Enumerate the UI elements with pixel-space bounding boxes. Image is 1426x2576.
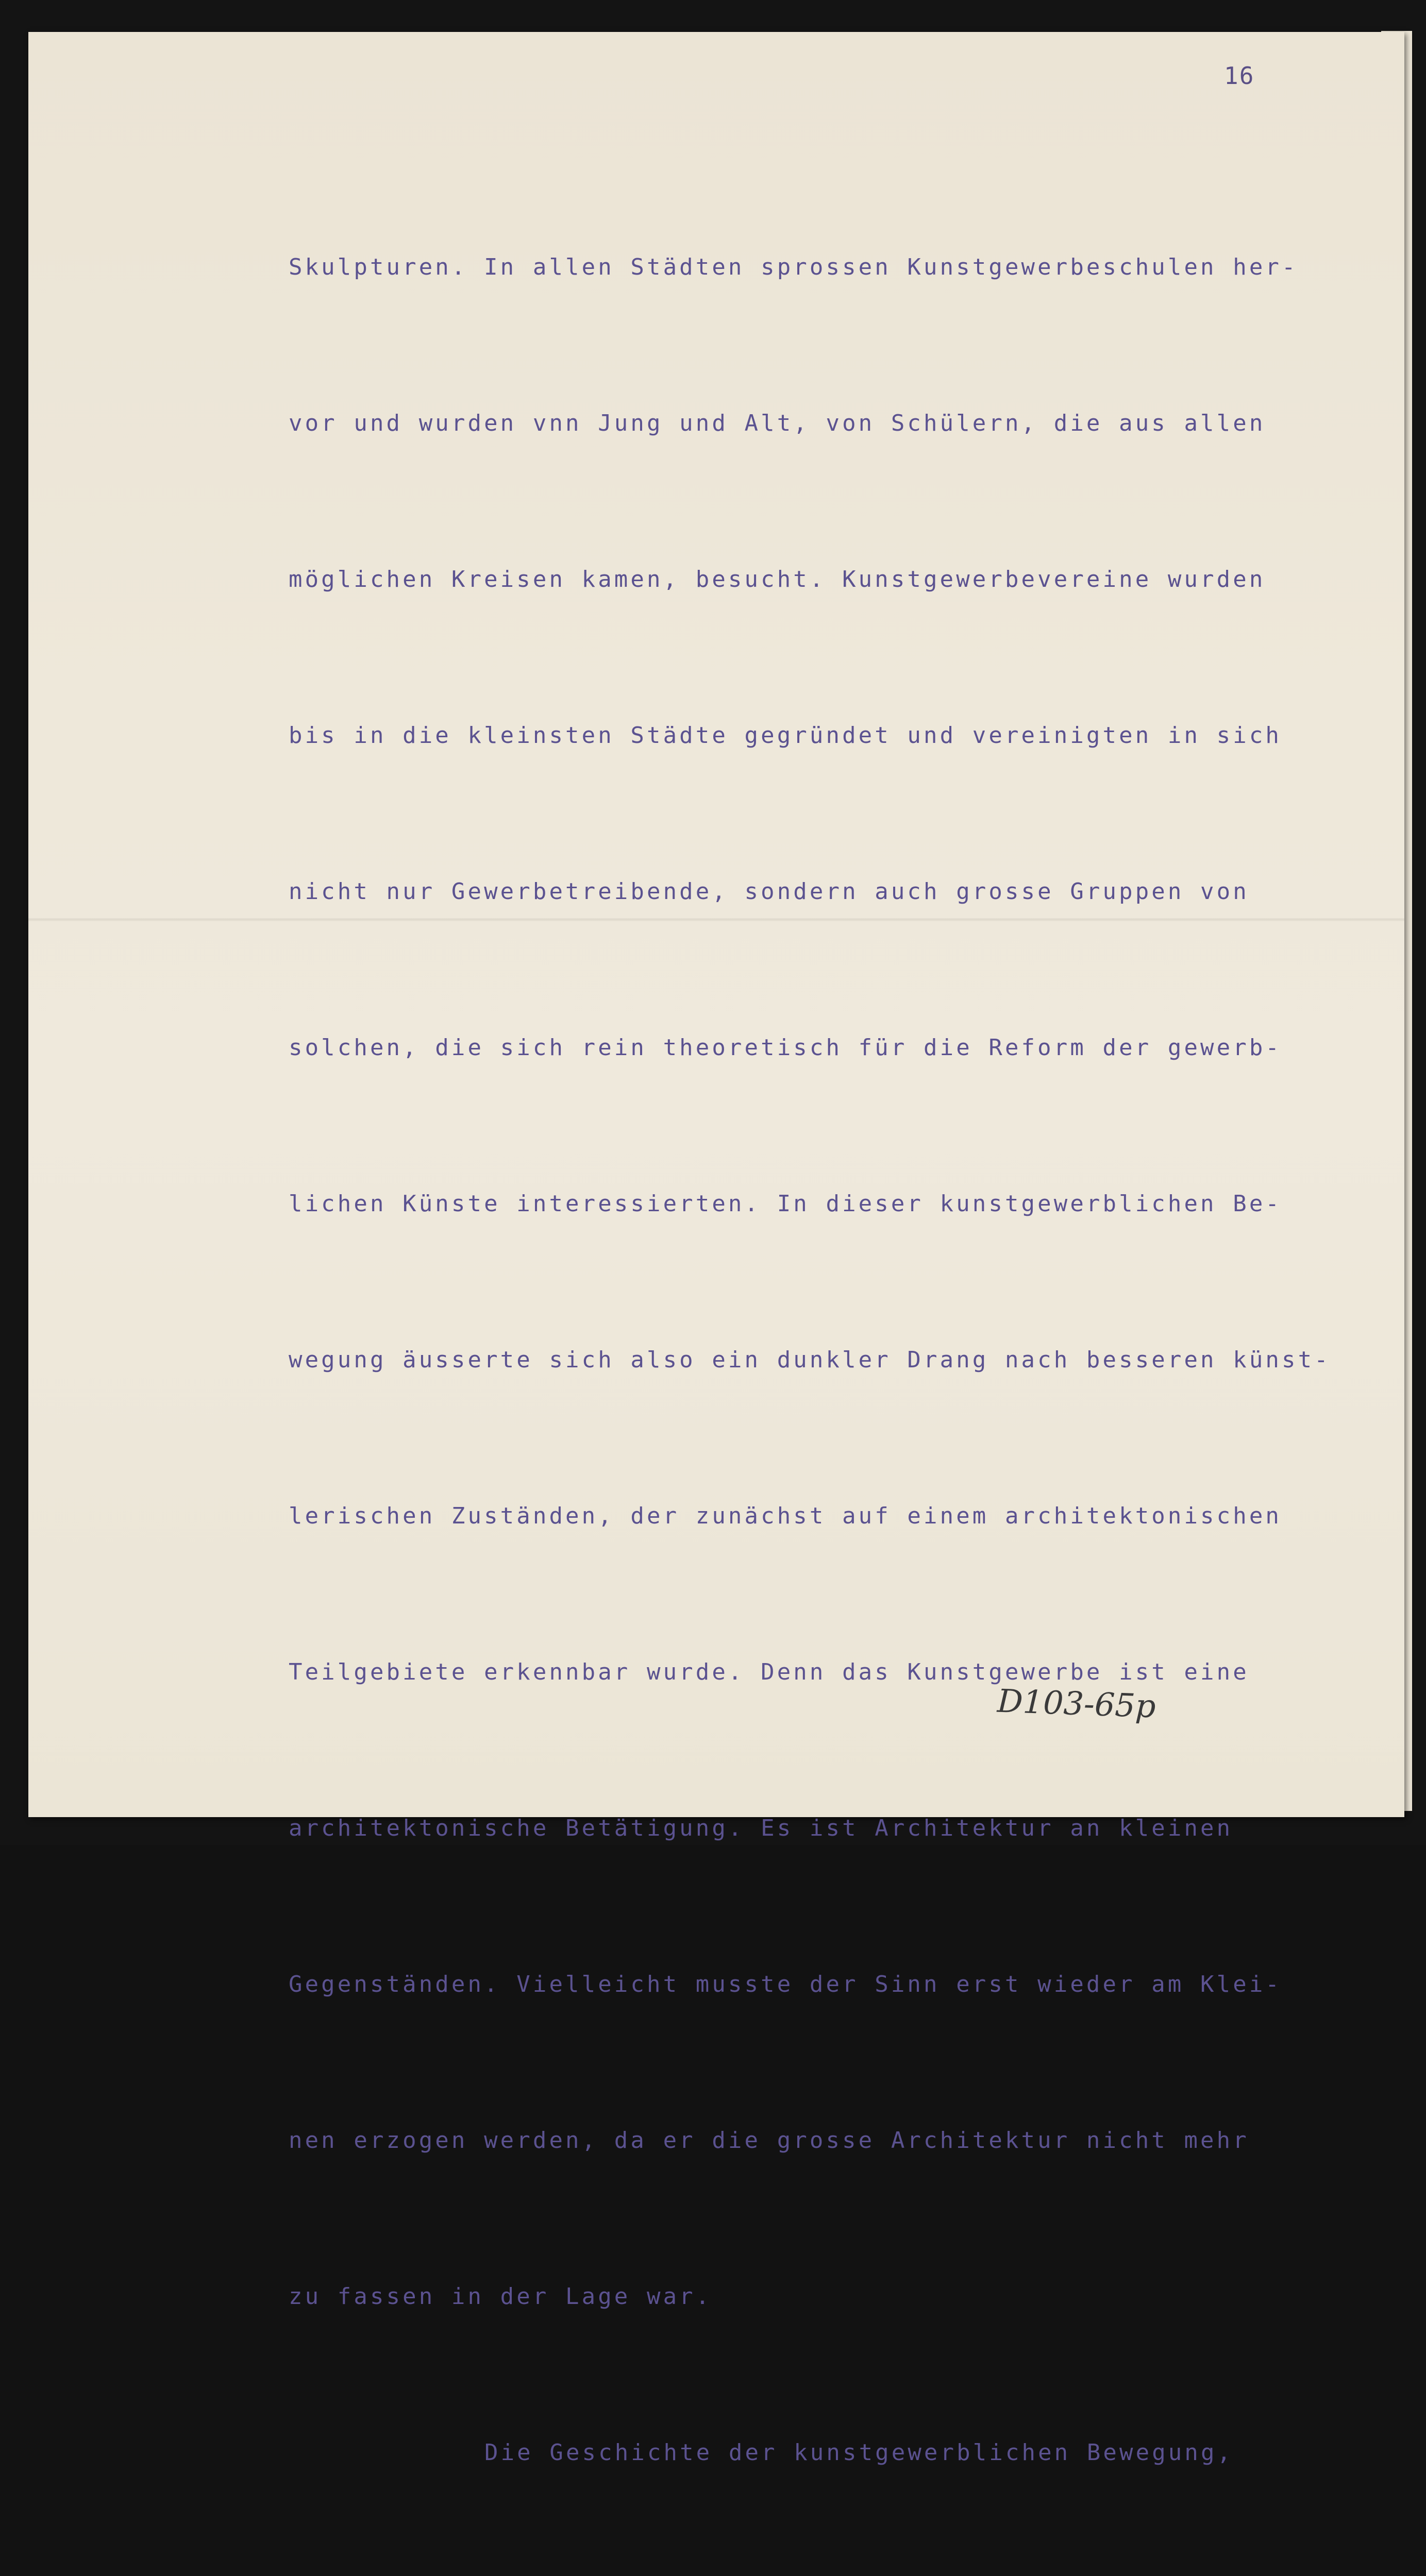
- text-line: nicht nur Gewerbetreibende, sondern auch grosse Gruppen von: [289, 878, 1249, 905]
- text-line: Teilgebiete erkennbar wurde. Denn das Kunstgewerbe ist eine: [289, 1659, 1249, 1685]
- text-line: solchen, die sich rein theoretisch für die Reform der gewerb-: [289, 1035, 1282, 1061]
- text-line: zu fassen in der Lage war.: [289, 2283, 712, 2310]
- text-line: architektonische Betätigung. Es ist Architektur an kleinen: [289, 1815, 1233, 1841]
- text-line: lichen Künste interessierten. In dieser kunstgewerblichen Be-: [289, 1191, 1282, 1217]
- text-line: lerischen Zuständen, der zunächst auf einem architektonischen: [289, 1503, 1282, 1529]
- text-line: möglichen Kreisen kamen, besucht. Kunstgewerbevereine wurden: [289, 566, 1266, 592]
- text-line: Skulpturen. In allen Städten sprossen Kunstgewerbeschulen her-: [289, 254, 1298, 280]
- text-line: Gegenständen. Vielleicht musste der Sinn erst wieder am Klei-: [289, 1971, 1282, 1997]
- text-line: vor und wurden vnn Jung und Alt, von Schülern, die aus allen: [289, 410, 1266, 436]
- page-number: 16: [1224, 62, 1255, 90]
- paragraph-start-line: Die Geschichte der kunstgewerblichen Bewegung,: [484, 2439, 1234, 2466]
- archive-signature-mark: D103-65p: [996, 1682, 1156, 1725]
- typed-text-body: [289, 137, 1397, 2576]
- text-line: wegung äusserte sich also ein dunkler Drang nach besseren künst-: [289, 1347, 1331, 1373]
- text-line: bis in die kleinsten Städte gegründet und vereinigten in sich: [289, 722, 1282, 749]
- text-line: nen erzogen werden, da er die grosse Architektur nicht mehr: [289, 2127, 1249, 2154]
